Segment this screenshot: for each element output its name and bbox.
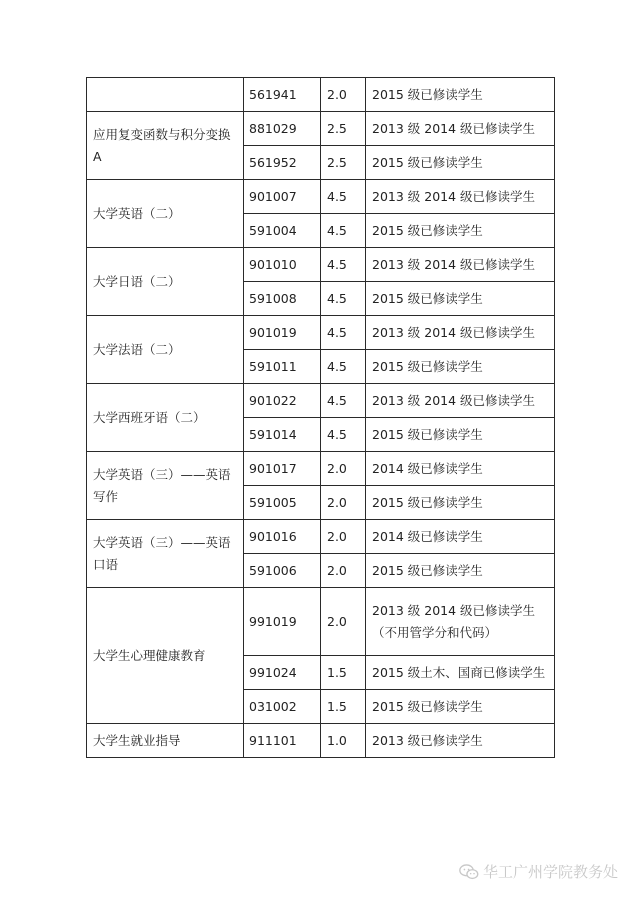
note-cell: 2013 级 2014 级已修读学生: [366, 384, 555, 418]
table-body: [87, 78, 555, 758]
watermark: [459, 861, 618, 882]
note-cell: 2015 级已修读学生: [366, 78, 555, 112]
credit-cell: 2.5: [321, 112, 366, 146]
course-name-cell: 大学日语（二）: [87, 248, 244, 316]
course-name-cell: 大学法语（二）: [87, 316, 244, 384]
course-name-cell: 大学英语（二）: [87, 180, 244, 248]
course-code-cell: 901019: [244, 316, 321, 350]
note-cell: 2013 级 2014 级已修读学生（不用管学分和代码）: [366, 588, 555, 656]
credit-cell: 2.0: [321, 486, 366, 520]
course-name-cell: 大学英语（三）——英语写作: [87, 452, 244, 520]
course-code-cell: 901017: [244, 452, 321, 486]
course-name-cell: 大学生就业指导: [87, 724, 244, 758]
table-row: [87, 384, 555, 418]
note-cell: 2015 级已修读学生: [366, 690, 555, 724]
note-cell: 2015 级已修读学生: [366, 350, 555, 384]
credit-cell: 1.5: [321, 690, 366, 724]
course-code-cell: 911101: [244, 724, 321, 758]
note-cell: 2015 级已修读学生: [366, 486, 555, 520]
note-cell: 2013 级 2014 级已修读学生: [366, 112, 555, 146]
course-name-cell: 应用复变函数与积分变换A: [87, 112, 244, 180]
credit-cell: 4.5: [321, 418, 366, 452]
table-row: [87, 78, 555, 112]
table-row: [87, 112, 555, 146]
course-name-cell: 大学生心理健康教育: [87, 588, 244, 724]
note-cell: 2015 级已修读学生: [366, 418, 555, 452]
table-row: [87, 452, 555, 486]
credit-cell: 2.0: [321, 554, 366, 588]
note-cell: 2013 级已修读学生: [366, 724, 555, 758]
course-code-cell: 561941: [244, 78, 321, 112]
credit-cell: 4.5: [321, 350, 366, 384]
course-code-cell: 591004: [244, 214, 321, 248]
course-code-cell: 991019: [244, 588, 321, 656]
credit-cell: 4.5: [321, 316, 366, 350]
note-cell: 2015 级已修读学生: [366, 554, 555, 588]
table-row: [87, 180, 555, 214]
note-cell: 2015 级土木、国商已修读学生: [366, 656, 555, 690]
course-code-cell: 591006: [244, 554, 321, 588]
credit-cell: 4.5: [321, 384, 366, 418]
credit-cell: 4.5: [321, 248, 366, 282]
table-row: [87, 588, 555, 656]
credit-cell: 2.5: [321, 146, 366, 180]
course-table: [86, 77, 555, 758]
table-row: [87, 520, 555, 554]
credit-cell: 4.5: [321, 180, 366, 214]
note-cell: 2014 级已修读学生: [366, 452, 555, 486]
course-code-cell: 901022: [244, 384, 321, 418]
course-code-cell: 591008: [244, 282, 321, 316]
credit-cell: 2.0: [321, 520, 366, 554]
course-code-cell: 031002: [244, 690, 321, 724]
note-cell: 2013 级 2014 级已修读学生: [366, 248, 555, 282]
course-code-cell: 991024: [244, 656, 321, 690]
course-code-cell: 561952: [244, 146, 321, 180]
table-row: [87, 248, 555, 282]
note-cell: 2015 级已修读学生: [366, 282, 555, 316]
credit-cell: 4.5: [321, 282, 366, 316]
credit-cell: 1.0: [321, 724, 366, 758]
watermark-text: 华工广州学院教务处: [482, 863, 618, 881]
note-cell: 2015 级已修读学生: [366, 146, 555, 180]
credit-cell: 2.0: [321, 588, 366, 656]
table-row: [87, 316, 555, 350]
course-code-cell: 901007: [244, 180, 321, 214]
credit-cell: 4.5: [321, 214, 366, 248]
course-code-cell: 901010: [244, 248, 321, 282]
note-cell: 2015 级已修读学生: [366, 214, 555, 248]
table-row: [87, 724, 555, 758]
course-code-cell: 901016: [244, 520, 321, 554]
course-name-cell: 大学英语（三）——英语口语: [87, 520, 244, 588]
credit-cell: 1.5: [321, 656, 366, 690]
course-code-cell: 591011: [244, 350, 321, 384]
credit-cell: 2.0: [321, 452, 366, 486]
wechat-icon: [459, 863, 479, 881]
note-cell: 2014 级已修读学生: [366, 520, 555, 554]
course-name-cell: [87, 78, 244, 112]
course-name-cell: 大学西班牙语（二）: [87, 384, 244, 452]
note-cell: 2013 级 2014 级已修读学生: [366, 316, 555, 350]
course-code-cell: 591014: [244, 418, 321, 452]
note-cell: 2013 级 2014 级已修读学生: [366, 180, 555, 214]
course-code-cell: 881029: [244, 112, 321, 146]
credit-cell: 2.0: [321, 78, 366, 112]
course-code-cell: 591005: [244, 486, 321, 520]
